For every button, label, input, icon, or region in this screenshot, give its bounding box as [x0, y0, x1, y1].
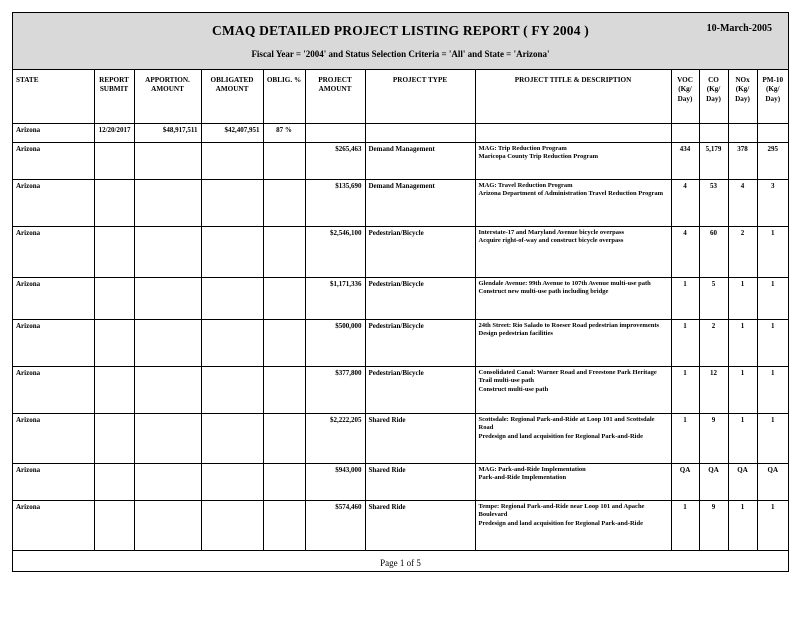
report-page: [12, 12, 789, 572]
project-title-line: MAG: Travel Reduction Program: [478, 182, 573, 189]
col-voc: VOC (Kg/ Day): [671, 70, 699, 124]
page-footer: Page 1 of 5: [380, 558, 421, 568]
cell-project-type: Pedestrian/Bicycle: [365, 367, 475, 414]
cell-project-type: Shared Ride: [365, 414, 475, 464]
cell-oblig-pct: [263, 414, 305, 464]
cell-project-type: Pedestrian/Bicycle: [365, 278, 475, 320]
cell-project-amount: $943,000: [305, 464, 365, 501]
project-description-line: Predesign and land acquisition for Regional Park-and-Ride: [478, 432, 643, 440]
cell-apportion-amount: [134, 464, 201, 501]
summary-oblig-pct: 87 %: [263, 124, 305, 143]
col-apportion-amount: APPORTION. AMOUNT: [134, 70, 201, 124]
project-table: [13, 69, 788, 551]
cell-project-type: Demand Management: [365, 143, 475, 180]
cell-project-amount: $377,800: [305, 367, 365, 414]
cell-apportion-amount: [134, 278, 201, 320]
project-description-line: Maricopa County Trip Reduction Program: [478, 153, 599, 161]
cell-obligated-amount: [201, 464, 263, 501]
cell-nox: 1: [728, 320, 757, 367]
cell-report-submit: [94, 414, 134, 464]
cell-project-title: [475, 180, 671, 227]
cell-co: 9: [699, 414, 728, 464]
cell-co: 5,179: [699, 143, 728, 180]
cell-report-submit: [94, 501, 134, 551]
summary-obligated-amount: $42,407,951: [201, 124, 263, 143]
cell-pm10: 1: [757, 227, 788, 278]
table-row: [13, 143, 788, 180]
table-row: [13, 180, 788, 227]
cell-project-title: [475, 320, 671, 367]
col-report-submit: REPORT SUBMIT: [94, 70, 134, 124]
cell-project-amount: $1,171,336: [305, 278, 365, 320]
summary-report-submit: 12/20/2017: [94, 124, 134, 143]
cell-pm10: 295: [757, 143, 788, 180]
cell-nox: 1: [728, 501, 757, 551]
cell-project-amount: $135,690: [305, 180, 365, 227]
cell-nox: 4: [728, 180, 757, 227]
cell-report-submit: [94, 464, 134, 501]
cell-state: Arizona: [13, 320, 94, 367]
summary-empty: [699, 124, 728, 143]
cell-pm10: 1: [757, 278, 788, 320]
report-header: [13, 13, 788, 70]
cell-pm10: 1: [757, 367, 788, 414]
cell-apportion-amount: [134, 143, 201, 180]
cell-apportion-amount: [134, 414, 201, 464]
project-description-line: Arizona Department of Administration Travel Reduction Program: [478, 190, 664, 198]
cell-obligated-amount: [201, 320, 263, 367]
project-description-line: Design pedestrian facilities: [478, 330, 553, 338]
cell-co: 2: [699, 320, 728, 367]
table-row: [13, 501, 788, 551]
cell-state: Arizona: [13, 367, 94, 414]
cell-project-title: [475, 464, 671, 501]
summary-empty: [671, 124, 699, 143]
cell-project-title: [475, 414, 671, 464]
cell-project-type: Demand Management: [365, 180, 475, 227]
cell-obligated-amount: [201, 278, 263, 320]
cell-co: 60: [699, 227, 728, 278]
cell-co: 53: [699, 180, 728, 227]
summary-empty: [365, 124, 475, 143]
cell-apportion-amount: [134, 180, 201, 227]
project-description-line: Park-and-Ride Implementation: [478, 474, 567, 482]
cell-nox: 1: [728, 278, 757, 320]
cell-voc: 4: [671, 227, 699, 278]
cell-nox: 1: [728, 414, 757, 464]
cell-obligated-amount: [201, 180, 263, 227]
cell-nox: 2: [728, 227, 757, 278]
project-description-line: Predesign and land acquisition for Regional Park-and-Ride: [478, 519, 643, 527]
cell-project-title: [475, 278, 671, 320]
cell-project-amount: $2,546,100: [305, 227, 365, 278]
cell-oblig-pct: [263, 143, 305, 180]
cell-oblig-pct: [263, 278, 305, 320]
cell-oblig-pct: [263, 320, 305, 367]
col-co: CO (Kg/ Day): [699, 70, 728, 124]
cell-project-amount: $2,222,205: [305, 414, 365, 464]
cell-state: Arizona: [13, 180, 94, 227]
cell-report-submit: [94, 367, 134, 414]
cell-obligated-amount: [201, 227, 263, 278]
summary-empty: [305, 124, 365, 143]
table-row: [13, 464, 788, 501]
col-obligated-amount: OBLIGATED AMOUNT: [201, 70, 263, 124]
cell-state: Arizona: [13, 414, 94, 464]
project-description-line: Construct multi-use path: [478, 385, 549, 393]
cell-state: Arizona: [13, 501, 94, 551]
table-row: [13, 414, 788, 464]
report-date: 10-March-2005: [706, 23, 772, 34]
cell-project-title: [475, 501, 671, 551]
cell-co: 5: [699, 278, 728, 320]
cell-apportion-amount: [134, 367, 201, 414]
cell-project-type: Pedestrian/Bicycle: [365, 320, 475, 367]
cell-report-submit: [94, 320, 134, 367]
cell-obligated-amount: [201, 143, 263, 180]
project-title-line: MAG: Trip Reduction Program: [478, 145, 567, 152]
project-title-line: Scottsdale: Regional Park-and-Ride at Loop 101 and Scottsdale Road: [478, 416, 655, 432]
cell-state: Arizona: [13, 227, 94, 278]
cell-voc: 1: [671, 414, 699, 464]
cell-project-type: Shared Ride: [365, 501, 475, 551]
cell-state: Arizona: [13, 278, 94, 320]
project-description-line: Construct new multi-use path including bridge: [478, 288, 609, 296]
cell-project-type: Shared Ride: [365, 464, 475, 501]
summary-empty: [475, 124, 671, 143]
cell-apportion-amount: [134, 227, 201, 278]
cell-apportion-amount: [134, 320, 201, 367]
cell-voc: QA: [671, 464, 699, 501]
cell-nox: QA: [728, 464, 757, 501]
table-row: [13, 367, 788, 414]
cell-oblig-pct: [263, 367, 305, 414]
summary-empty: [728, 124, 757, 143]
col-pm10: PM-10 (Kg/ Day): [757, 70, 788, 124]
summary-state: Arizona: [13, 124, 94, 143]
project-title-line: Consolidated Canal: Warner Road and Freestone Park Heritage Trail multi-use path: [478, 369, 657, 385]
col-state: STATE: [13, 70, 94, 124]
summary-apportion-amount: $48,917,511: [134, 124, 201, 143]
cell-voc: 434: [671, 143, 699, 180]
cell-nox: 378: [728, 143, 757, 180]
cell-project-title: [475, 143, 671, 180]
cell-report-submit: [94, 143, 134, 180]
cell-project-title: [475, 227, 671, 278]
cell-state: Arizona: [13, 464, 94, 501]
col-project-title: PROJECT TITLE & DESCRIPTION: [475, 70, 671, 124]
col-project-amount: PROJECT AMOUNT: [305, 70, 365, 124]
cell-nox: 1: [728, 367, 757, 414]
cell-state: Arizona: [13, 143, 94, 180]
project-title-line: Tempe: Regional Park-and-Ride near Loop 101 and Apache Boulevard: [478, 503, 645, 519]
cell-co: QA: [699, 464, 728, 501]
cell-voc: 1: [671, 320, 699, 367]
cell-oblig-pct: [263, 464, 305, 501]
col-project-type: PROJECT TYPE: [365, 70, 475, 124]
table-row: [13, 320, 788, 367]
cell-voc: 1: [671, 367, 699, 414]
summary-empty: [757, 124, 788, 143]
cell-pm10: 1: [757, 320, 788, 367]
project-title-line: 24th Street: Rio Salado to Roeser Road pedestrian improvements: [478, 322, 660, 329]
cell-project-amount: $574,460: [305, 501, 365, 551]
cell-co: 9: [699, 501, 728, 551]
cell-pm10: QA: [757, 464, 788, 501]
cell-voc: 4: [671, 180, 699, 227]
report-title: CMAQ DETAILED PROJECT LISTING REPORT ( FY 2004 ): [212, 23, 589, 38]
cell-project-type: Pedestrian/Bicycle: [365, 227, 475, 278]
project-description-line: Acquire right-of-way and construct bicycle overpass: [478, 237, 624, 245]
cell-obligated-amount: [201, 414, 263, 464]
cell-obligated-amount: [201, 367, 263, 414]
cell-voc: 1: [671, 278, 699, 320]
cell-oblig-pct: [263, 180, 305, 227]
cell-pm10: 3: [757, 180, 788, 227]
cell-project-amount: $265,463: [305, 143, 365, 180]
cell-pm10: 1: [757, 414, 788, 464]
cell-report-submit: [94, 227, 134, 278]
table-header-row: [13, 70, 788, 124]
cell-project-amount: $500,000: [305, 320, 365, 367]
project-title-line: MAG: Park-and-Ride Implementation: [478, 466, 586, 473]
project-title-line: Glendale Avenue: 99th Avenue to 107th Avenue multi-use path: [478, 280, 651, 287]
cell-project-title: [475, 367, 671, 414]
cell-report-submit: [94, 278, 134, 320]
cell-report-submit: [94, 180, 134, 227]
cell-voc: 1: [671, 501, 699, 551]
summary-row: [13, 124, 788, 143]
report-subtitle: Fiscal Year = '2004' and Status Selection Criteria = 'All' and State = 'Arizona': [251, 49, 550, 59]
cell-obligated-amount: [201, 501, 263, 551]
cell-co: 12: [699, 367, 728, 414]
project-title-line: Interstate-17 and Maryland Avenue bicycle overpass: [478, 229, 625, 236]
table-row: [13, 278, 788, 320]
cell-pm10: 1: [757, 501, 788, 551]
col-nox: NOx (Kg/ Day): [728, 70, 757, 124]
cell-oblig-pct: [263, 227, 305, 278]
col-oblig-pct: OBLIG. %: [263, 70, 305, 124]
table-row: [13, 227, 788, 278]
cell-oblig-pct: [263, 501, 305, 551]
cell-apportion-amount: [134, 501, 201, 551]
